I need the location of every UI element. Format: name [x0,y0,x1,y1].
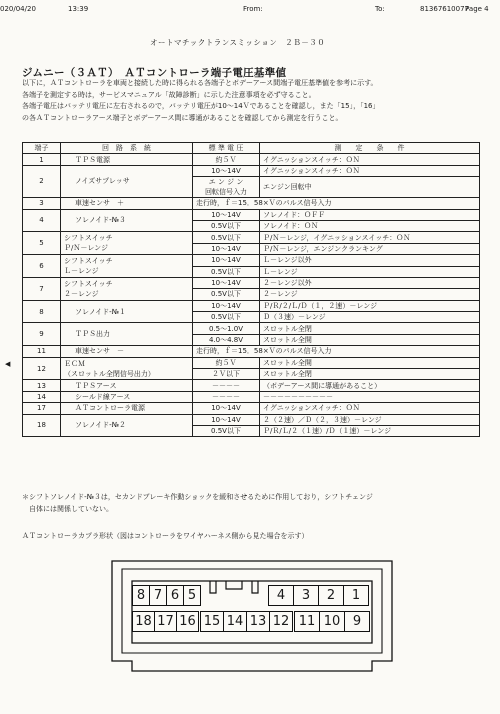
terminal-number: 13 [23,380,61,391]
intro-line: 各端子を測定する時は，サービスマニュアル「故障診断」に示した注意事項を必ず守ること。 [22,90,316,99]
circuit-name: 車速センサ － [61,346,193,357]
fax-number: 81367610077 [420,5,469,13]
measurement-span: 走行時，ｆ＝15．58×Ｖのパルス信号入力 [193,346,480,357]
section-header: オートマチックトランスミッション ２Ｂ－３０ [150,38,326,47]
connector-caption: ＡＴコントローラカプラ形状（図はコントローラをワイヤハーネス側から見た場合を示す） [22,532,309,540]
intro-line: 以下に，ＡＴコントローラを車両と接続した時に得られる各端子とボデーアース間端子電圧基準値を参考に示す。 [22,79,378,87]
margin-mark: ◀ [5,360,11,368]
measurement-condition: ソレノイド：ＯＮ [260,220,480,231]
connector-pin: 1 [343,585,369,606]
standard-voltage: 0.5V以下 [193,289,260,300]
terminal-number: 14 [23,391,61,402]
connector-pin: 8 [132,585,150,606]
measurement-condition: Ｐ/Ｎ－レンジ，イグニッションスイッチ：ＯＮ [260,232,480,243]
fax-date: 020/04/20 [0,5,36,13]
connector-pin: 9 [344,611,370,632]
terminal-number: 17 [23,403,61,414]
circuit-name: シフトスイッチ Ｐ/Ｎ－レンジ [61,232,193,255]
circuit-name: シフトスイッチ Ｌ－レンジ [61,255,193,278]
terminal-voltage-table [22,142,480,437]
standard-voltage: 10～14V [193,255,260,266]
connector-pin: 13 [246,611,270,632]
measurement-condition: スロットル全閉 [260,323,480,334]
measurement-condition: Ｌ－レンジ [260,266,480,277]
connector-pin: 2 [318,585,344,606]
circuit-name: ＴＰＳアース [61,380,193,391]
standard-voltage: エ ン ジ ン 回転信号入力 [193,177,260,198]
measurement-condition: （ボデーアース間に導通があること） [260,380,480,391]
standard-voltage: 10～14V [193,243,260,254]
standard-voltage: －－－－ [193,380,260,391]
table-row [23,357,480,368]
measurement-condition: Ｐ/Ｒ/２/Ｌ/Ｄ（１，２速）－レンジ [260,300,480,311]
circuit-name: ＡＴコントローラ電源 [61,403,193,414]
terminal-number: 3 [23,198,61,209]
connector-pin: 15 [200,611,224,632]
terminal-number: 8 [23,300,61,323]
table-row [23,346,480,357]
standard-voltage: 0.5～1.0V [193,323,260,334]
terminal-number: 6 [23,255,61,278]
table-row [23,277,480,288]
connector-pin: 10 [319,611,345,632]
header-condition: 測 定 条 件 [260,143,480,154]
table-row [23,300,480,311]
measurement-condition: ２－レンジ以外 [260,277,480,288]
measurement-condition: Ｐ/Ｒ/Ｌ/２（１速）/Ｄ（１速）－レンジ [260,425,480,436]
terminal-number: 9 [23,323,61,346]
intro-text [22,78,492,124]
table-row [23,323,480,334]
fax-to-label: To: [375,5,385,13]
fax-page: Page 4 [465,5,489,13]
measurement-condition: エンジン回転中 [260,177,480,198]
connector-diagram [102,553,402,679]
terminal-number: 1 [23,154,61,165]
terminal-number: 18 [23,414,61,437]
table-row [23,165,480,176]
measurement-condition: Ｄ（３速）－レンジ [260,312,480,323]
standard-voltage: 0.5V以下 [193,220,260,231]
circuit-name: ノイズサプレッサ [61,165,193,197]
standard-voltage: 10～14V [193,277,260,288]
standard-voltage: 0.5V以下 [193,232,260,243]
intro-line: 各端子電圧はバッテリ電圧に左右されるので，バッテリ電圧が10～14Ｖであることを確認し，また「15」，「16」 [22,102,380,110]
connector-pin: 12 [269,611,293,632]
table-row [23,154,480,165]
standard-voltage: 0.5V以下 [193,425,260,436]
connector-pin: 6 [166,585,184,606]
terminal-number: 12 [23,357,61,380]
terminal-number: 5 [23,232,61,255]
table-row [23,391,480,402]
connector-pin: 16 [176,611,199,632]
measurement-span: 走行時，ｆ＝15．58×Ｖのパルス信号入力 [193,198,480,209]
circuit-name: ＥＣＭ （スロットル全閉信号出力） [61,357,193,380]
circuit-name: シールド線アース [61,391,193,402]
measurement-condition: ２（２速）／Ｄ（２，３速）－レンジ [260,414,480,425]
standard-voltage: 4.0～4.8V [193,334,260,345]
circuit-name: 車速センサ ＋ [61,198,193,209]
table-row [23,403,480,414]
table-row [23,380,480,391]
connector-pin: 4 [268,585,294,606]
table-row [23,255,480,266]
measurement-condition: －－－－－－－－－－ [260,391,480,402]
connector-pin: 17 [154,611,177,632]
connector-pin: 18 [132,611,155,632]
standard-voltage: －－－－ [193,391,260,402]
terminal-number: 2 [23,165,61,197]
table-header-row [23,143,480,154]
standard-voltage: 10～14V [193,165,260,176]
table-row [23,232,480,243]
table-row [23,209,480,220]
circuit-name: ソレノイド-№３ [61,209,193,232]
table-row [23,414,480,425]
circuit-name: ソレノイド-№１ [61,300,193,323]
measurement-condition: スロットル全閉 [260,369,480,380]
measurement-condition: ２－レンジ [260,289,480,300]
connector-pin: 11 [294,611,320,632]
standard-voltage: 約５Ｖ [193,154,260,165]
standard-voltage: 0.5V以下 [193,266,260,277]
circuit-name: ソレノイド-№２ [61,414,193,437]
footnote [22,491,492,515]
measurement-condition: ソレノイド：ＯＦＦ [260,209,480,220]
terminal-number: 7 [23,277,61,300]
standard-voltage: 10～14V [193,300,260,311]
standard-voltage: 10～14V [193,403,260,414]
standard-voltage: 約５Ｖ [193,357,260,368]
connector-pin: 5 [183,585,201,606]
footnote-line: 自体には関係していない。 [22,505,113,513]
header-terminal: 端子 [23,143,61,154]
measurement-condition: イグニッションスイッチ：ＯＮ [260,165,480,176]
standard-voltage: 10～14V [193,414,260,425]
standard-voltage: 10～14V [193,209,260,220]
measurement-condition: スロットル全開 [260,334,480,345]
standard-voltage: 0.5V以下 [193,312,260,323]
measurement-condition: イグニッションスイッチ：ＯＮ [260,154,480,165]
circuit-name: シフトスイッチ ２－レンジ [61,277,193,300]
measurement-condition: Ｐ/Ｎ－レンジ，エンジンクランキング [260,243,480,254]
connector-pin: 14 [223,611,247,632]
intro-line: の各ＡＴコントローラアース端子とボデーアース間に導通があることを確認してから測定を行うこと。 [22,113,343,122]
terminal-number: 11 [23,346,61,357]
table-row [23,198,480,209]
fax-time: 13:39 [68,5,89,13]
terminal-number: 4 [23,209,61,232]
measurement-condition: Ｌ－レンジ以外 [260,255,480,266]
connector-pin: 3 [293,585,319,606]
footnote-line: ＊シフトソレノイド-№３は，セカンドブレーキ作動ショックを緩和させるために作用しており，シフトチェンジ [22,493,373,501]
standard-voltage: ２Ｖ以下 [193,369,260,380]
connector-pin: 7 [149,585,167,606]
fax-from-label: From: [243,5,263,13]
circuit-name: ＴＰＳ電源 [61,154,193,165]
circuit-name: ＴＰＳ出力 [61,323,193,346]
measurement-condition: イグニッションスイッチ：ＯＮ [260,403,480,414]
page-title: ジムニー（３ＡＴ） ＡＴコントローラ端子電圧基準値 [22,67,287,79]
header-voltage: 標 準 電 圧 [193,143,260,154]
header-circuit: 回 路 系 統 [61,143,193,154]
measurement-condition: スロットル全開 [260,357,480,368]
